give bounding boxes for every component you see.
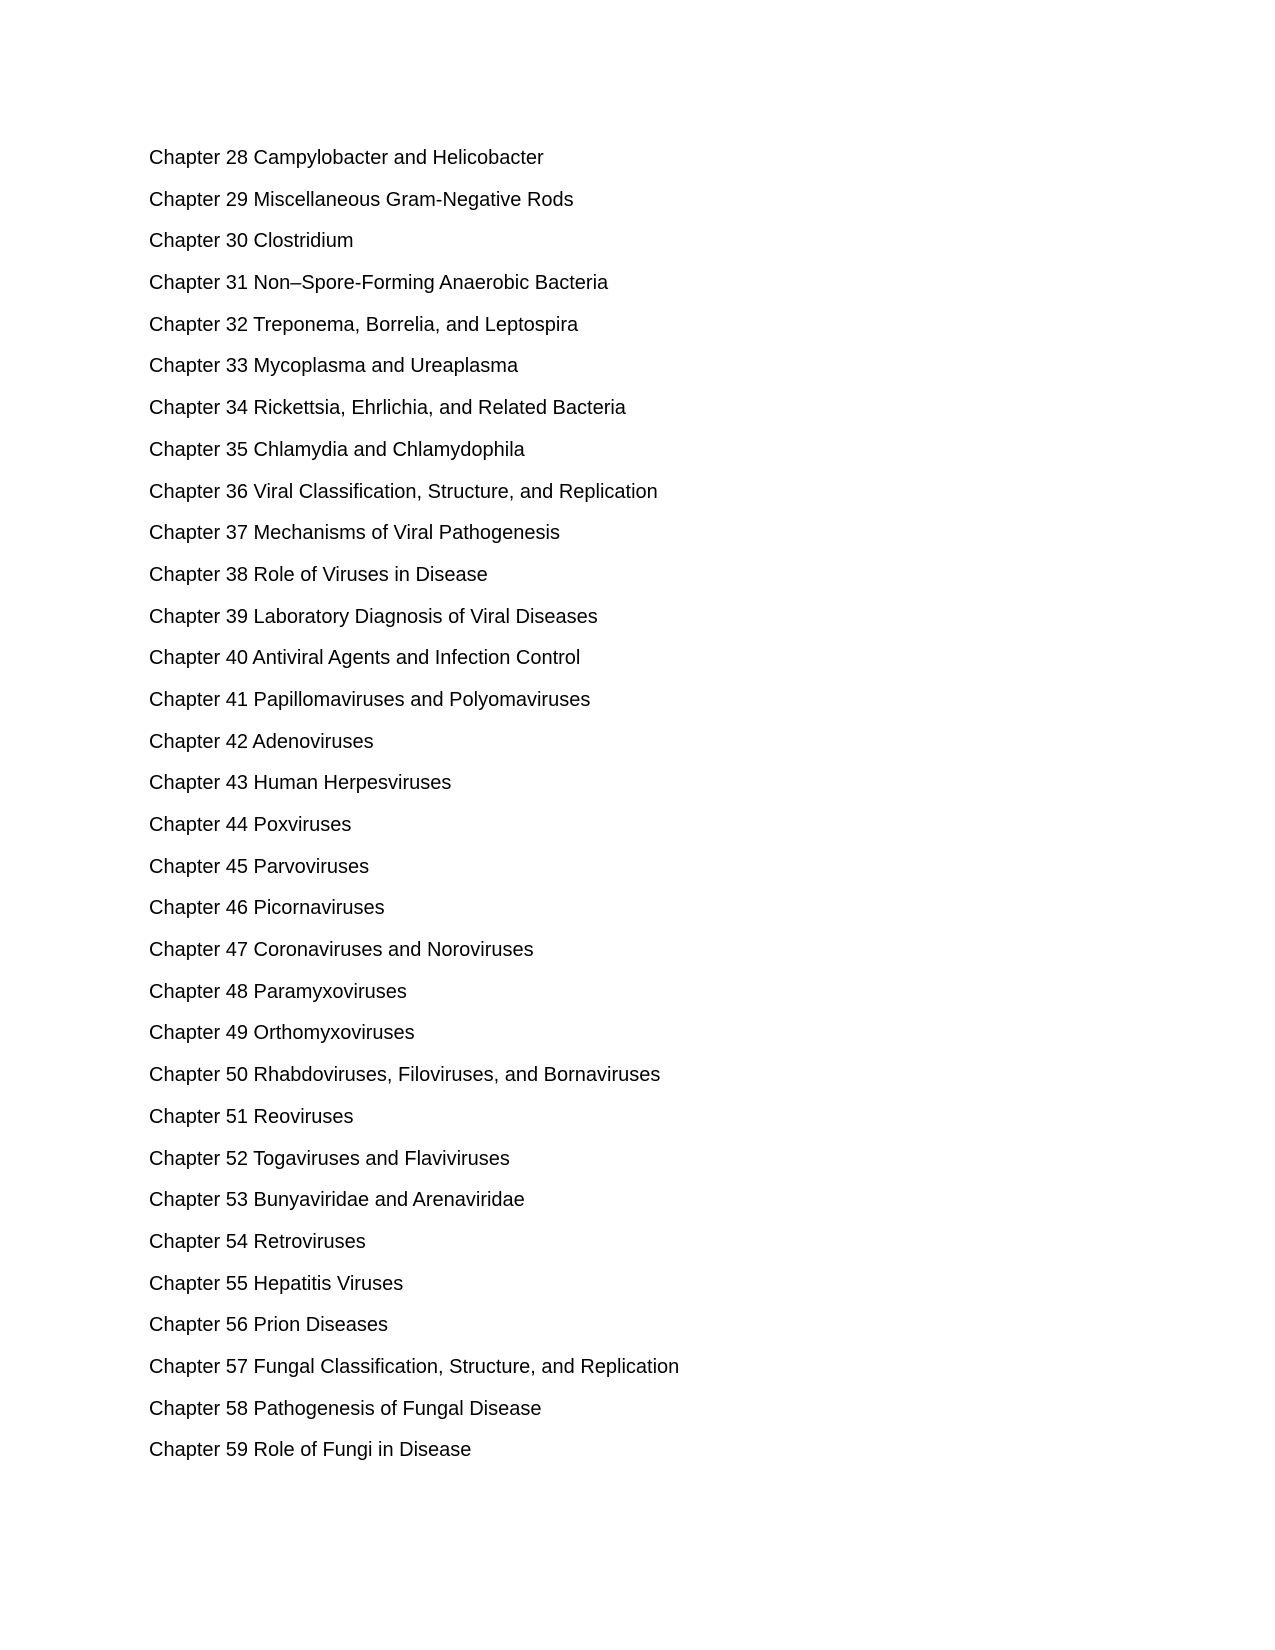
chapter-line: Chapter 36 Viral Classification, Structure, and Replication xyxy=(149,480,658,503)
chapter-line: Chapter 51 Reoviruses xyxy=(149,1105,354,1128)
chapter-line: Chapter 57 Fungal Classification, Structure, and Replication xyxy=(149,1355,680,1378)
chapter-line: Chapter 55 Hepatitis Viruses xyxy=(149,1272,404,1295)
chapter-line: Chapter 42 Adenoviruses xyxy=(149,730,374,753)
chapter-line: Chapter 50 Rhabdoviruses, Filoviruses, and Bornaviruses xyxy=(149,1064,661,1087)
chapter-line: Chapter 29 Miscellaneous Gram-Negative Rods xyxy=(149,188,574,211)
chapter-line: Chapter 37 Mechanisms of Viral Pathogenesis xyxy=(149,522,560,545)
chapter-line: Chapter 56 Prion Diseases xyxy=(149,1314,389,1337)
chapter-line: Chapter 35 Chlamydia and Chlamydophila xyxy=(149,438,525,461)
chapter-line: Chapter 54 Retroviruses xyxy=(149,1230,366,1253)
chapter-line: Chapter 30 Clostridium xyxy=(149,230,354,253)
chapter-list xyxy=(149,147,679,1481)
chapter-line: Chapter 34 Rickettsia, Ehrlichia, and Related Bacteria xyxy=(149,397,626,420)
chapter-line: Chapter 59 Role of Fungi in Disease xyxy=(149,1439,472,1462)
chapter-line: Chapter 48 Paramyxoviruses xyxy=(149,980,407,1003)
chapter-line: Chapter 52 Togaviruses and Flaviviruses xyxy=(149,1147,510,1170)
chapter-line: Chapter 28 Campylobacter and Helicobacter xyxy=(149,147,544,169)
chapter-line: Chapter 44 Poxviruses xyxy=(149,814,352,836)
chapter-line: Chapter 49 Orthomyxoviruses xyxy=(149,1022,415,1045)
chapter-line: Chapter 58 Pathogenesis of Fungal Disease xyxy=(149,1397,542,1420)
chapter-line: Chapter 39 Laboratory Diagnosis of Viral Diseases xyxy=(149,605,598,628)
chapter-line: Chapter 38 Role of Viruses in Disease xyxy=(149,563,488,586)
chapter-line: Chapter 47 Coronaviruses and Noroviruses xyxy=(149,939,534,962)
chapter-line: Chapter 40 Antiviral Agents and Infection Control xyxy=(149,647,581,670)
chapter-line: Chapter 31 Non–Spore-Forming Anaerobic Bacteria xyxy=(149,272,609,295)
chapter-line: Chapter 53 Bunyaviridae and Arenaviridae xyxy=(149,1189,525,1212)
chapter-line: Chapter 45 Parvoviruses xyxy=(149,855,370,878)
chapter-line: Chapter 41 Papillomaviruses and Polyomaviruses xyxy=(149,688,591,711)
chapter-line: Chapter 43 Human Herpesviruses xyxy=(149,772,452,795)
chapter-line: Chapter 32 Treponema, Borrelia, and Leptospira xyxy=(149,313,579,336)
chapter-line: Chapter 46 Picornaviruses xyxy=(149,897,385,920)
chapter-line: Chapter 33 Mycoplasma and Ureaplasma xyxy=(149,355,519,378)
